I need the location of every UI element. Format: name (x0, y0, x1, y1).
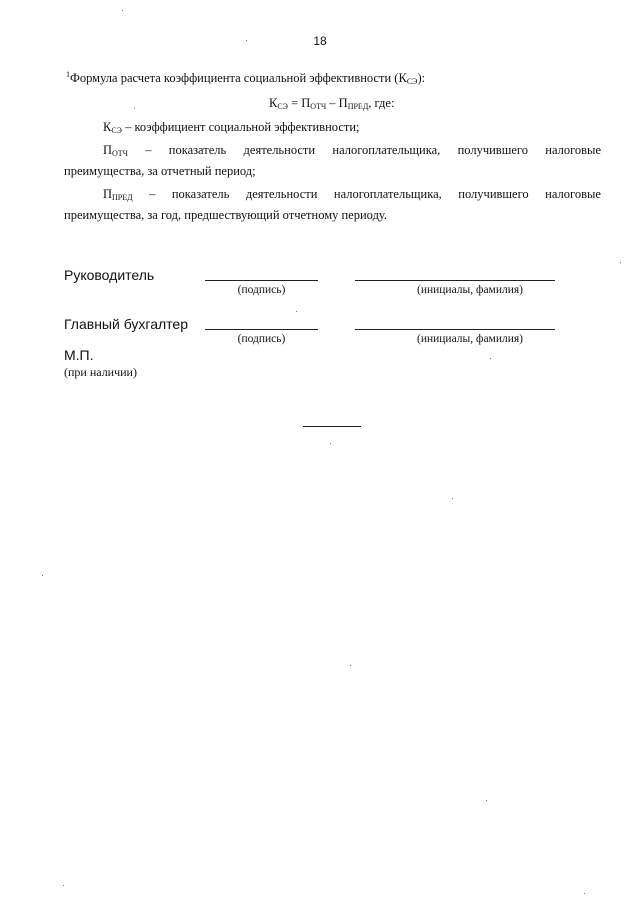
definition-kse: $К_{СЭ}$ – коэффициент социальной эффективности; (103, 120, 360, 135)
definition-potch: $П_{ОТЧ}$ – показатель деятельности налогоплательщика, получившего налоговые (103, 143, 601, 158)
footnote-intro: $^1$Формула расчета коэффициента социальной эффективности $(К_{СЭ})$: (66, 70, 426, 87)
scan-speck (246, 40, 247, 41)
definition-pred: $П_{ПРЕД}$ – показатель деятельности налогоплательщика, получившего налоговые (103, 187, 601, 202)
head-signature-caption: (подпись) (237, 284, 286, 296)
scan-speck (452, 498, 453, 499)
head-signature-line (205, 280, 318, 281)
accountant-initials-line (355, 329, 555, 330)
scan-speck (486, 800, 487, 801)
footnote-marker: 1 (66, 70, 70, 79)
scan-speck (350, 665, 351, 666)
scan-speck (620, 262, 621, 263)
head-label: Руководитель (64, 267, 155, 283)
end-divider (303, 426, 361, 427)
scan-speck (134, 108, 135, 109)
accountant-initials-caption: (инициалы, фамилия) (416, 333, 524, 345)
head-initials-line (355, 280, 555, 281)
accountant-signature-line (205, 329, 318, 330)
scan-speck (490, 358, 491, 359)
scan-speck (63, 885, 64, 886)
scan-speck (296, 311, 297, 312)
definition-potch-cont: преимущества, за отчетный период; (64, 164, 256, 178)
head-initials-caption: (инициалы, фамилия) (416, 284, 524, 296)
stamp-note: (при наличии) (64, 365, 137, 379)
chief-accountant-label: Главный бухгалтер (64, 316, 188, 332)
page-number: 18 (313, 34, 327, 48)
scan-speck (122, 10, 123, 11)
formula: $К_{СЭ} = П_{ОТЧ} - П_{ПРЕД}$, где: (269, 96, 395, 111)
stamp-label: М.П. (64, 347, 94, 363)
accountant-signature-caption: (подпись) (237, 333, 286, 345)
scan-speck (42, 575, 43, 576)
scan-speck (330, 443, 331, 444)
definition-pred-cont: преимущества, за год, предшествующий отчетному периоду. (64, 208, 388, 222)
scan-speck (584, 893, 585, 894)
